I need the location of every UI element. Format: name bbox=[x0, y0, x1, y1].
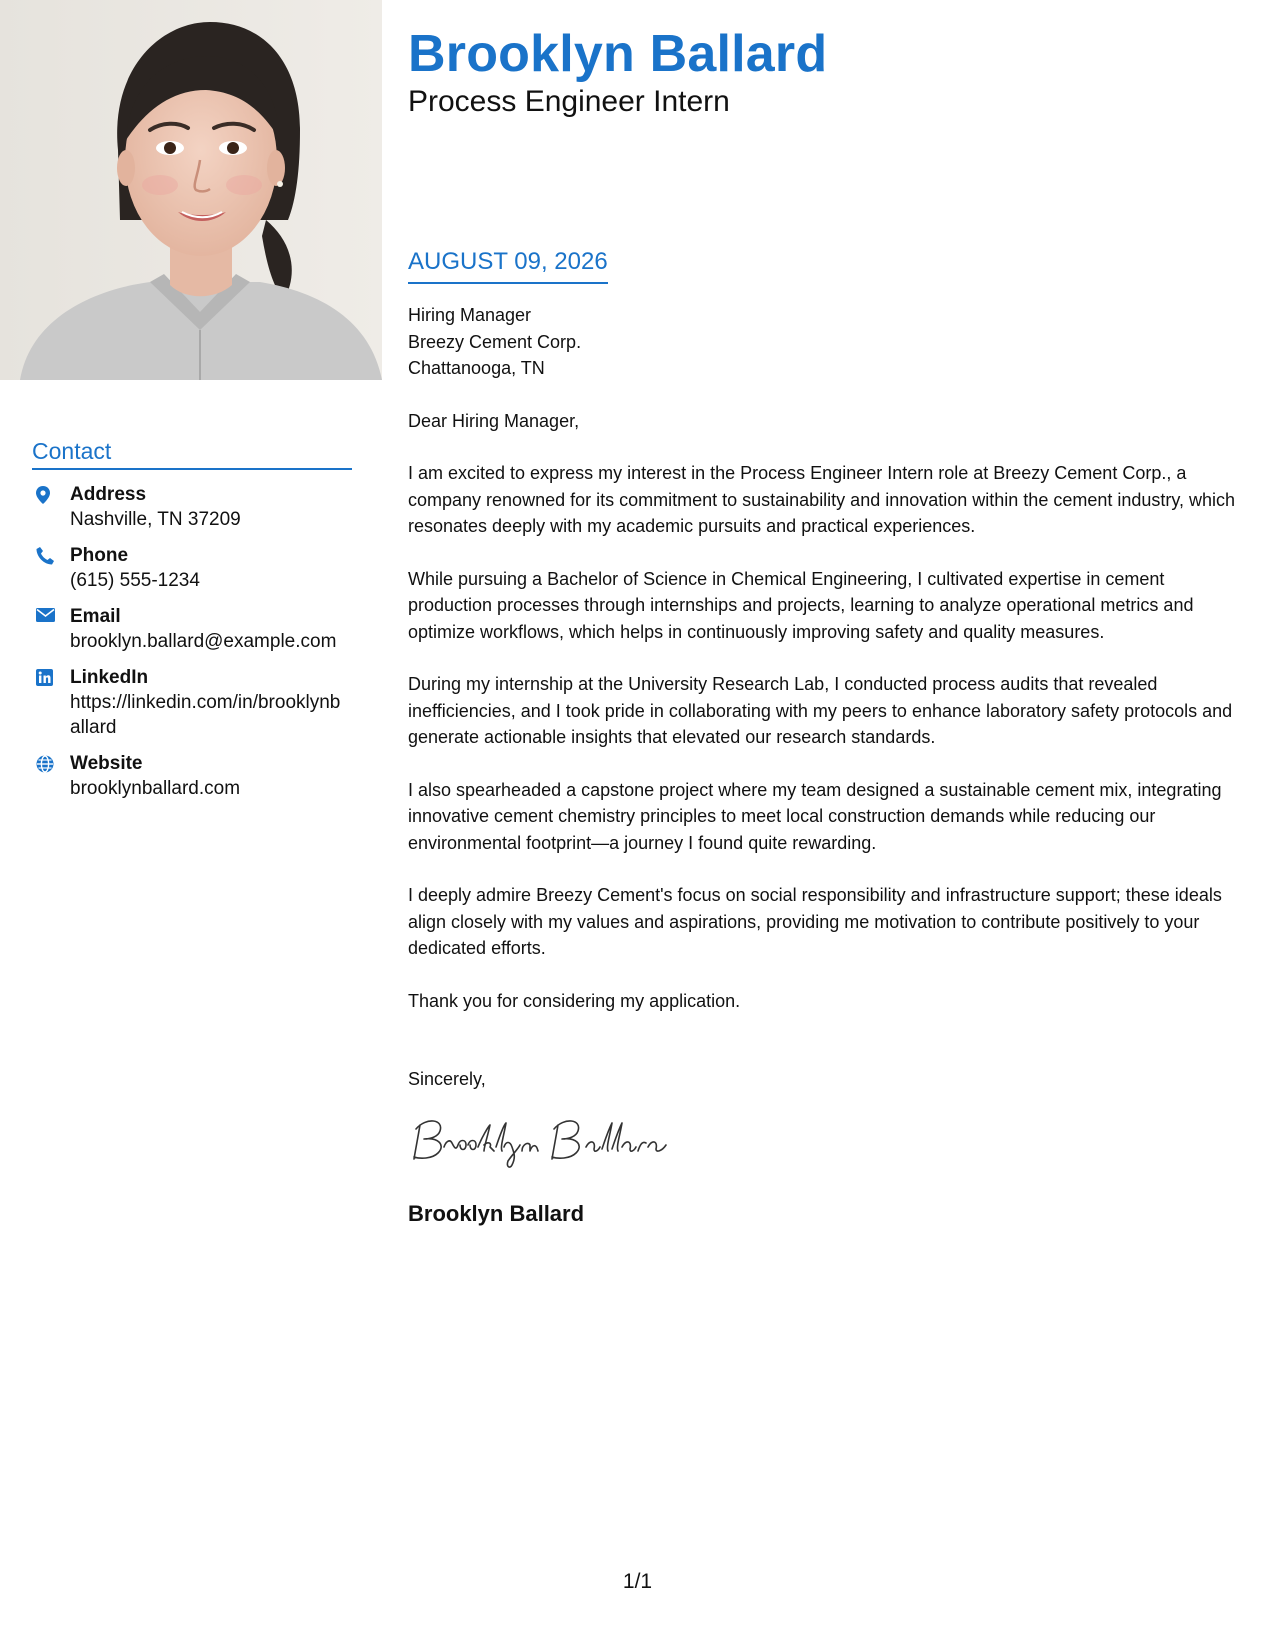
linkedin-icon bbox=[32, 665, 70, 740]
website-value[interactable]: brooklynballard.com bbox=[70, 778, 241, 799]
linkedin-value[interactable]: https://linkedin.com/in/brooklynballard bbox=[70, 692, 341, 738]
letter-paragraph: I also spearheaded a capstone project where my team designed a sustainable cement mix, integrating innovative cement chemistry principles to meet local construction demands while reducing our environmental footprint—a journey I found quite rewarding. bbox=[408, 779, 1222, 853]
job-title: Process Engineer Intern bbox=[408, 85, 730, 118]
applicant-name: Brooklyn Ballard bbox=[408, 25, 828, 83]
location-pin-icon bbox=[32, 482, 70, 532]
website-label: Website bbox=[70, 753, 143, 774]
handwritten-signature bbox=[408, 1107, 1238, 1173]
greeting: Dear Hiring Manager, bbox=[408, 410, 580, 431]
contact-item-linkedin bbox=[32, 665, 352, 740]
email-icon bbox=[32, 604, 70, 654]
address-value: Nashville, TN 37209 bbox=[70, 509, 241, 530]
address-label: Address bbox=[70, 484, 147, 505]
contact-item-website bbox=[32, 751, 352, 801]
letter-paragraph: During my internship at the University Research Lab, I conducted process audits that revealed inefficiencies, and I took pride in collaborating with my peers to enhance laboratory safety protocols and generate actionable insights that elevated our research standards. bbox=[408, 674, 1233, 747]
closing: Sincerely, bbox=[408, 1069, 486, 1089]
globe-icon bbox=[32, 751, 70, 801]
letter-paragraph: I am excited to express my interest in the Process Engineer Intern role at Breezy Cement Corp., a company renowned for its commitment to sustainability and innovation within the cement industry, which resonates deeply with my academic pursuits and practical experiences. bbox=[408, 463, 1236, 536]
profile-photo bbox=[0, 0, 382, 380]
letter-date: AUGUST 09, 2026 bbox=[408, 246, 608, 284]
page-number: 1/1 bbox=[622, 1570, 653, 1593]
recipient-line: Chattanooga, TN bbox=[408, 358, 545, 378]
phone-value[interactable]: (615) 555-1234 bbox=[70, 570, 200, 591]
contact-item-email bbox=[32, 604, 352, 654]
contact-item-phone bbox=[32, 543, 352, 593]
recipient-block bbox=[408, 302, 1238, 382]
letter-paragraph: Thank you for considering my application. bbox=[408, 990, 741, 1011]
email-value[interactable]: brooklyn.ballard@example.com bbox=[70, 631, 337, 652]
contact-list bbox=[32, 482, 352, 801]
letter-paragraph: While pursuing a Bachelor of Science in Chemical Engineering, I cultivated expertise in cement production processes through internships and projects, learning to analyze operational metrics and optimize workflows, which helps in continuously improving safety and quality measures. bbox=[408, 568, 1194, 642]
phone-label: Phone bbox=[70, 545, 129, 566]
contact-heading: Contact bbox=[32, 436, 352, 470]
contact-item-address bbox=[32, 482, 352, 532]
letter-paragraph: I deeply admire Breezy Cement's focus on social responsibility and infrastructure support; these ideals align closely with my values and aspirations, providing me motivation to contribute positively to your dedicated efforts. bbox=[408, 885, 1222, 958]
recipient-line: Hiring Manager bbox=[408, 305, 532, 325]
signer-name: Brooklyn Ballard bbox=[408, 1200, 585, 1226]
contact-sidebar bbox=[32, 436, 352, 812]
recipient-line: Breezy Cement Corp. bbox=[408, 331, 582, 352]
phone-icon bbox=[32, 543, 70, 593]
email-label: Email bbox=[70, 606, 121, 627]
linkedin-label: LinkedIn bbox=[70, 667, 149, 688]
cover-letter-body bbox=[408, 246, 1238, 1229]
